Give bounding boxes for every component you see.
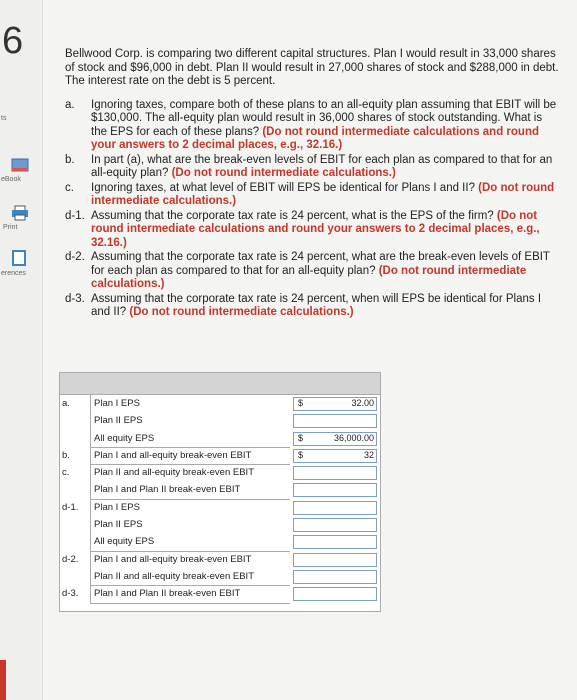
part-text: Assuming that the corporate tax rate is 24 percent, when will EPS be identical for Plans I and II? xyxy=(91,292,542,318)
dollar-sign: $ xyxy=(298,432,304,443)
row-label: d-3. xyxy=(62,588,79,600)
answer-input[interactable] xyxy=(293,587,377,601)
dollar-sign: $ xyxy=(298,449,304,460)
part-label: d-1. xyxy=(65,209,85,222)
left-sidebar xyxy=(0,0,43,700)
table-row xyxy=(60,533,380,550)
part-note: (Do not round intermediate calculations.) xyxy=(129,306,354,318)
row-description: Plan II EPS xyxy=(90,516,290,533)
red-indicator-bar xyxy=(0,660,6,700)
answer-input[interactable] xyxy=(293,535,377,549)
row-description: Plan II EPS xyxy=(90,412,290,429)
row-description: Plan I and all-equity break-even EBIT xyxy=(90,447,290,465)
part-text: In part (a), what are the break-even levels of EBIT for each plan as compared to that for an all-equity plan? xyxy=(91,153,553,179)
part-a xyxy=(65,99,560,153)
sidebar-label-references[interactable]: erences xyxy=(1,270,26,277)
part-d2 xyxy=(65,251,560,292)
answer-input[interactable] xyxy=(293,570,377,584)
answer-input[interactable] xyxy=(293,501,377,515)
answer-input[interactable] xyxy=(293,466,377,480)
part-label: a. xyxy=(65,98,75,111)
row-description: All equity EPS xyxy=(90,430,290,448)
table-row xyxy=(60,412,380,429)
references-icon[interactable] xyxy=(11,250,27,271)
part-d3 xyxy=(65,293,560,320)
question-content xyxy=(65,48,560,321)
table-row xyxy=(60,447,380,464)
part-text: Assuming that the corporate tax rate is 24 percent, what are the break-even levels of EBIT for each plan as compared to that for an all-equity plan? xyxy=(91,251,550,277)
row-description: Plan II and all-equity break-even EBIT xyxy=(90,464,290,481)
row-label: c. xyxy=(62,467,70,479)
sidebar-label-ts: ts xyxy=(1,115,7,122)
ebook-icon[interactable] xyxy=(11,158,29,177)
row-label: a. xyxy=(62,398,70,409)
answer-value: 32 xyxy=(363,449,374,460)
table-row xyxy=(60,568,380,585)
table-row xyxy=(60,464,380,481)
part-note: (Do not round intermediate calculations and round your answers to 2 decimal places, e.g., 32.16.) xyxy=(91,209,540,249)
table-row xyxy=(60,499,380,516)
answer-input[interactable] xyxy=(293,414,377,428)
row-description: Plan I and all-equity break-even EBIT xyxy=(90,551,290,568)
answer-input[interactable] xyxy=(293,483,377,497)
answer-table xyxy=(59,372,381,612)
part-note: (Do not round intermediate calculations.) xyxy=(171,167,396,179)
part-c xyxy=(65,182,560,209)
row-label: d-2. xyxy=(62,553,79,565)
table-row xyxy=(60,585,380,602)
table-row xyxy=(60,551,380,568)
row-description: Plan II and all-equity break-even EBIT xyxy=(90,568,290,586)
table-header xyxy=(60,373,380,395)
part-label: b. xyxy=(65,153,75,166)
question-intro: Bellwood Corp. is comparing two different capital structures. Plan I would result in 33,000 shares of stock and $96,000 in debt. Plan II would result in 27,000 shares of stock and $288,000 in debt. The interest rate on the debt is 5 percent. xyxy=(65,48,559,87)
answer-input[interactable] xyxy=(293,553,377,567)
table-row xyxy=(60,481,380,498)
part-text: Ignoring taxes, compare both of these plans to an all-equity plan assuming that EBIT will be $130,000. The all-equity plan would result in 36,000 shares of stock outstanding. What is the EPS for each of these plans? xyxy=(91,98,557,138)
part-note: (Do not round intermediate calculations and round your answers to 2 decimal places, e.g., 32.16.) xyxy=(91,125,539,151)
part-label: d-2. xyxy=(65,251,85,263)
part-b xyxy=(65,154,560,181)
question-number: 6 xyxy=(2,20,24,62)
row-description: Plan I and Plan II break-even EBIT xyxy=(90,585,290,603)
part-label: d-3. xyxy=(65,292,85,305)
part-note: (Do not round intermediate calculations.) xyxy=(91,181,555,207)
sidebar-label-ebook[interactable]: eBook xyxy=(1,176,21,183)
part-d1 xyxy=(65,210,560,251)
part-text: Assuming that the corporate tax rate is 24 percent, what is the EPS of the firm? xyxy=(91,209,497,222)
row-description: Plan I EPS xyxy=(90,395,290,412)
dollar-sign: $ xyxy=(298,398,304,408)
table-row xyxy=(60,516,380,533)
part-label: c. xyxy=(65,181,74,194)
row-label: b. xyxy=(62,449,70,461)
answer-value: 32.00 xyxy=(351,398,374,408)
row-label: d-1. xyxy=(62,501,79,513)
table-row xyxy=(60,395,380,412)
part-note: (Do not round intermediate calculations.) xyxy=(91,264,527,290)
answer-input[interactable] xyxy=(293,432,377,446)
row-description: Plan I EPS xyxy=(90,499,290,516)
table-row xyxy=(60,430,380,447)
answer-input[interactable] xyxy=(293,518,377,532)
part-text: Ignoring taxes, at what level of EBIT will EPS be identical for Plans I and II? xyxy=(91,181,479,194)
answer-input[interactable] xyxy=(293,397,377,411)
row-description: All equity EPS xyxy=(90,533,290,551)
print-icon[interactable] xyxy=(11,205,29,226)
sidebar-label-print[interactable]: Print xyxy=(3,224,18,231)
answer-input[interactable] xyxy=(293,449,377,463)
answer-value: 36,000.00 xyxy=(333,432,374,443)
row-description: Plan I and Plan II break-even EBIT xyxy=(90,481,290,499)
